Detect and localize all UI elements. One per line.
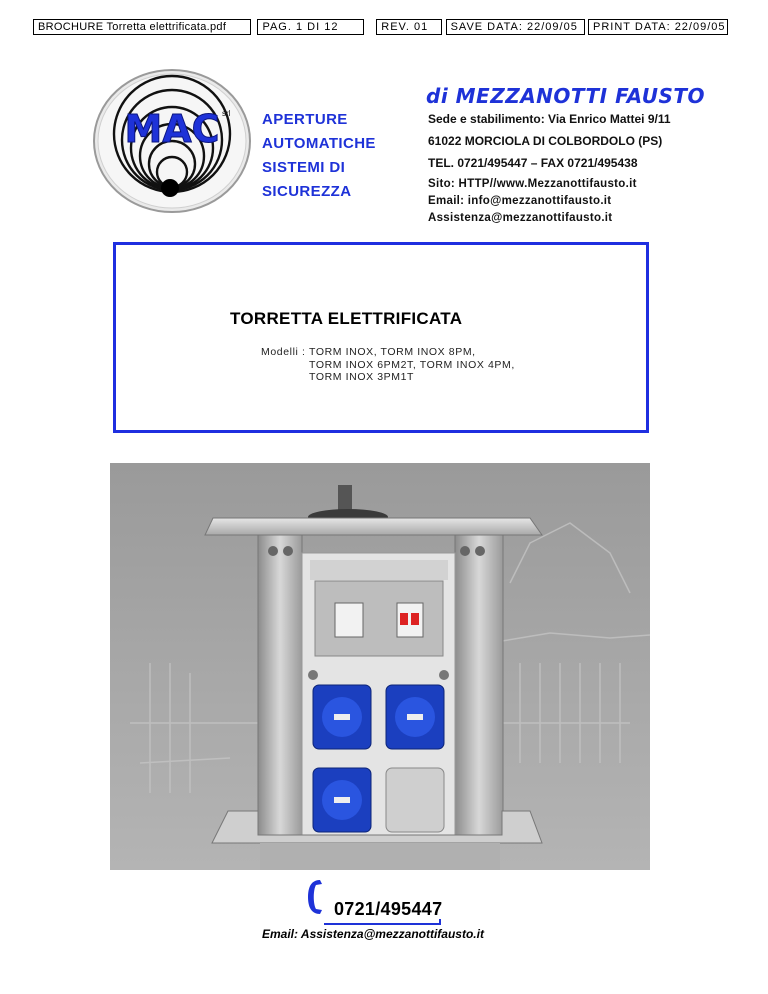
header-revision: REV. 01 xyxy=(376,19,441,35)
models-label: Modelli : xyxy=(261,346,306,358)
company-site: Sito: HTTP//www.Mezzanottifausto.it xyxy=(428,178,637,190)
phone-icon xyxy=(306,878,326,916)
phone-underline xyxy=(324,919,444,925)
tagline-line: AUTOMATICHE xyxy=(262,135,376,152)
header-print-date: PRINT DATA: 22/09/05 xyxy=(588,19,728,35)
header-filename: BROCHURE Torretta elettrificata.pdf xyxy=(33,19,251,35)
header-page: PAG. 1 DI 12 xyxy=(257,19,364,35)
model-line: TORM INOX 3PM1T xyxy=(309,371,415,383)
company-name: di MEZZANOTTI FAUSTO xyxy=(426,84,706,108)
tagline xyxy=(262,108,376,204)
model-line: TORM INOX 6PM2T, TORM INOX 4PM, xyxy=(309,358,515,371)
logo-suffix: srl xyxy=(222,109,231,118)
phone-number: 0721/495447 xyxy=(334,899,443,919)
header-save-date: SAVE DATA: 22/09/05 xyxy=(446,19,585,35)
company-tel: TEL. 0721/495447 – FAX 0721/495438 xyxy=(428,156,638,170)
company-assistance-email: Assistenza@mezzanottifausto.it xyxy=(428,212,613,224)
company-email: Email: info@mezzanottifausto.it xyxy=(428,195,612,207)
tagline-line: APERTURE xyxy=(262,111,348,128)
company-info xyxy=(428,110,671,227)
mac-logo xyxy=(92,68,252,214)
tagline-line: SICUREZZA xyxy=(262,183,352,200)
contact-email: Email: Assistenza@mezzanottifausto.it xyxy=(262,927,484,941)
product-photo xyxy=(110,463,650,870)
company-city: 61022 MORCIOLA DI COLBORDOLO (PS) xyxy=(428,134,663,148)
logo-wordmark: MAC xyxy=(124,107,220,151)
title-box xyxy=(113,242,649,433)
tagline-line: SISTEMI DI xyxy=(262,159,346,176)
model-line: TORM INOX, TORM INOX 8PM, xyxy=(309,346,476,358)
document-header xyxy=(33,19,728,35)
company-address: Sede e stabilimento: Via Enrico Mattei 9/11 xyxy=(428,112,671,126)
document-title: TORRETTA ELETTRIFICATA xyxy=(230,309,463,328)
